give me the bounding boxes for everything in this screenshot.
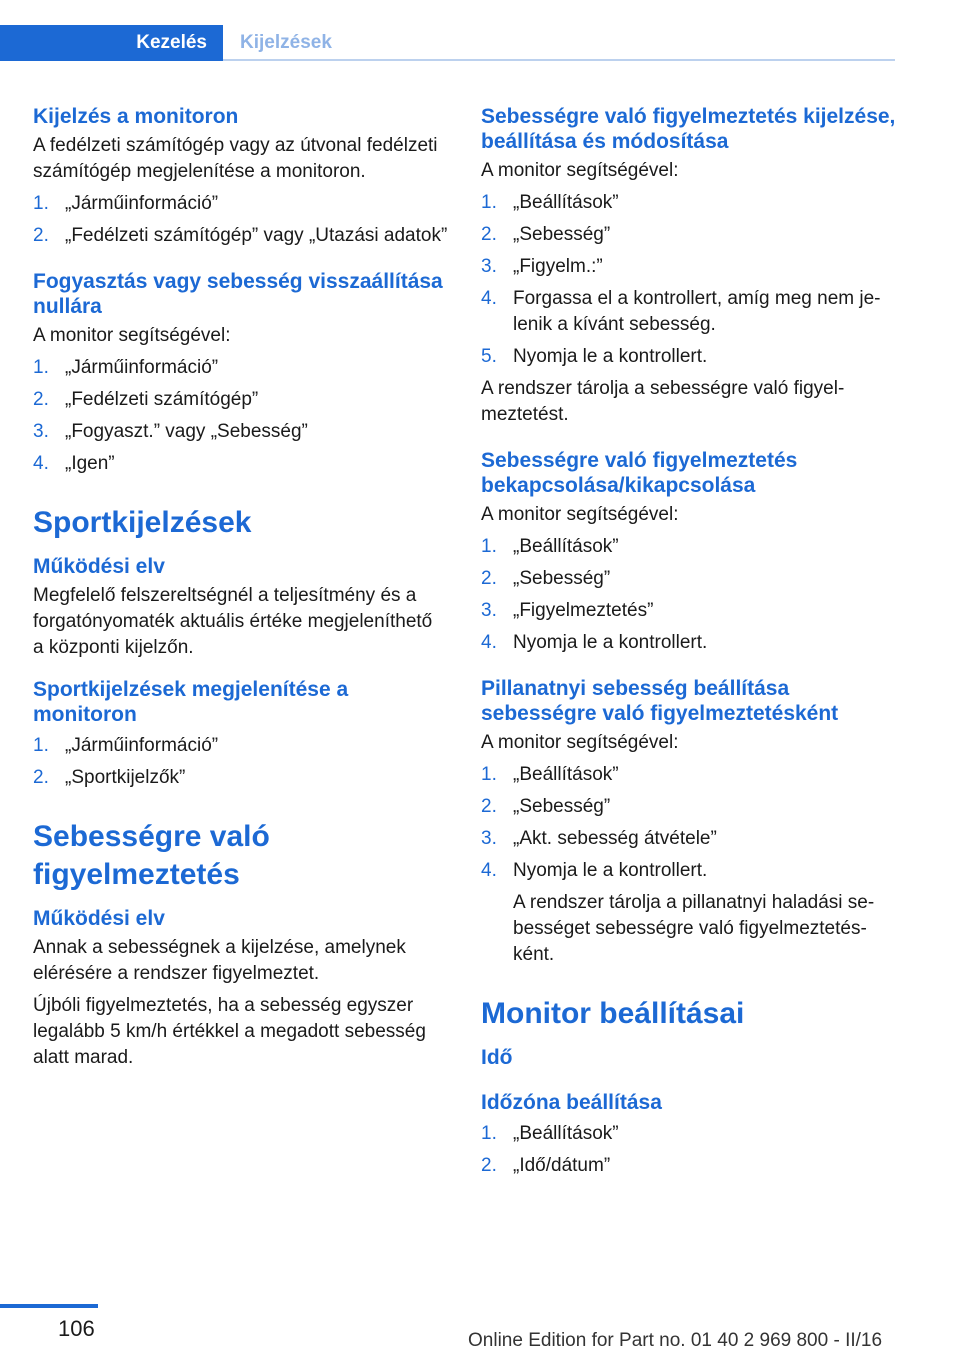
list-number: 2. [33, 389, 49, 410]
list-item [481, 826, 896, 852]
list-item [481, 222, 896, 248]
section-title-speed-set: Sebességre való figyelmeztetés kijelzése, beállítása és módosítása [481, 105, 896, 153]
list-item [481, 1153, 896, 1179]
list-text: „Beállítások” [513, 536, 619, 557]
list-text: „Járműinformáció” [65, 735, 219, 756]
list-text: „Igen” [65, 453, 115, 474]
right-column [481, 104, 896, 1185]
list-number: 4. [481, 632, 497, 653]
footer-accent-line [0, 1304, 98, 1308]
list-text: „Beállítások” [513, 1123, 619, 1144]
list-item [33, 223, 448, 249]
chapter-title-speed-warning: Sebességre való figyelmeztetés [33, 820, 270, 891]
list-number: 3. [481, 600, 497, 621]
list-number: 3. [33, 421, 49, 442]
list-item [481, 630, 896, 656]
section-title-current-speed: Pillanatnyi sebesség beállítása sebességre való figyelmeztetésként [481, 677, 839, 725]
list-text: „Fedélzeti számítógép” [65, 389, 259, 410]
paragraph: A monitor segítségével: [33, 325, 231, 346]
left-column [33, 104, 448, 1077]
list-item [33, 355, 448, 381]
list-item [33, 451, 448, 477]
list-text: „Járműinformáció” [65, 357, 219, 378]
list-item [481, 190, 896, 216]
paragraph: A fedélzeti számítógép vagy az útvonal fedélzeti számítógép megjelenítése a monitoron. [33, 135, 438, 182]
section-title-sport-monitor: Sportkijelzések megjelenítése a monitoron [33, 678, 349, 726]
list-item [33, 733, 448, 759]
numbered-list [481, 1121, 896, 1179]
section-title-fogyasztas: Fogyasztás vagy sebesség visszaállítása nullára [33, 270, 443, 318]
list-number: 1. [481, 764, 497, 785]
list-number: 5. [481, 346, 497, 367]
list-number: 4. [481, 860, 497, 881]
section-title-mukodesi-elv-2: Működési elv [33, 907, 165, 930]
list-text: „Sebesség” [513, 224, 611, 245]
list-item [481, 344, 896, 370]
list-number: 1. [481, 536, 497, 557]
section-title-ido: Idő [481, 1046, 513, 1069]
page-number: 106 [58, 1316, 95, 1341]
paragraph: A rendszer tárolja a sebességre való figyelmeztetést. [481, 378, 845, 425]
paragraph: A monitor segítségével: [481, 160, 679, 181]
list-text: „Akt. sebesség átvétele” [513, 828, 717, 849]
section-title-mukodesi-elv: Működési elv [33, 555, 165, 578]
list-number: 2. [33, 767, 49, 788]
section-title-kijelzes: Kijelzés a monitoron [33, 105, 239, 128]
numbered-list [33, 733, 448, 791]
list-item [481, 794, 896, 820]
numbered-list [481, 534, 896, 656]
chapter-title-sport: Sportkijelzések [33, 506, 252, 539]
list-text: „Fedélzeti számítógép” vagy „Utazási adatok” [65, 225, 448, 246]
list-text: Nyomja le a kontrollert. [513, 632, 708, 653]
list-text: „Figyelmeztetés” [513, 600, 654, 621]
list-number: 2. [33, 225, 49, 246]
list-text: „Fogyaszt.” vagy „Sebesség” [65, 421, 308, 442]
list-number: 2. [481, 224, 497, 245]
paragraph: Megfelelő felszereltségnél a teljesítmény és a forgatónyomaték aktuális értéke megjeleníthető a központi kijelzőn. [33, 585, 433, 658]
list-number: 2. [481, 568, 497, 589]
list-item [33, 419, 448, 445]
list-text: „Járműinformáció” [65, 193, 219, 214]
list-text: „Sebesség” [513, 568, 611, 589]
numbered-list [33, 355, 448, 477]
paragraph: A monitor segítségével: [481, 504, 679, 525]
tab-kijelzesek[interactable]: Kijelzések [240, 32, 332, 53]
header-tabs [0, 25, 895, 61]
chapter-title-monitor: Monitor beállításai [481, 997, 745, 1030]
list-text: „Beállítások” [513, 764, 619, 785]
list-item [33, 387, 448, 413]
list-item-note: A rendszer tárolja a pillanatnyi haladási sebességet sebességre való figyelmeztetésként. [513, 892, 875, 965]
list-number: 4. [481, 288, 497, 309]
list-item [33, 191, 448, 217]
edition-text: Online Edition for Part no. 01 40 2 969 800 - II/16 [468, 1330, 883, 1351]
list-text: Nyomja le a kontrollert. [513, 860, 708, 881]
list-number: 1. [33, 735, 49, 756]
list-text: „Figyelm.:” [513, 256, 603, 277]
list-text: Forgassa el a kontrollert, amíg meg nem jelenik a kívánt sebesség. [513, 288, 881, 335]
paragraph: A monitor segítségével: [481, 732, 679, 753]
section-title-speed-toggle: Sebességre való figyelmeztetés bekapcsolása/kikapcsolása [481, 449, 798, 497]
list-item [33, 765, 448, 791]
list-item [481, 1121, 896, 1147]
list-item [481, 534, 896, 560]
list-text: „Sportkijelzők” [65, 767, 186, 788]
list-item [481, 254, 896, 280]
list-item [481, 566, 896, 592]
list-item [481, 762, 896, 788]
list-text: „Sebesség” [513, 796, 611, 817]
list-number: 3. [481, 256, 497, 277]
section-title-idozona: Időzóna beállítása [481, 1091, 662, 1114]
list-number: 2. [481, 796, 497, 817]
list-number: 1. [33, 193, 49, 214]
paragraph: Újbóli figyelmeztetés, ha a sebesség egyszer legalább 5 km/h értékkel a megadott sebesség alatt marad. [33, 995, 426, 1068]
numbered-list [481, 762, 896, 884]
list-number: 2. [481, 1155, 497, 1176]
list-number: 1. [481, 1123, 497, 1144]
tab-underline [223, 59, 895, 61]
list-text: Nyomja le a kontrollert. [513, 346, 708, 367]
list-item [481, 286, 896, 338]
list-number: 1. [481, 192, 497, 213]
list-number: 4. [33, 453, 49, 474]
list-text: „Beállítások” [513, 192, 619, 213]
list-item [481, 858, 896, 884]
tab-kezeles[interactable]: Kezelés [0, 25, 223, 61]
numbered-list [33, 191, 448, 249]
paragraph: Annak a sebességnek a kijelzése, amelynek elérésére a rendszer figyelmeztet. [33, 937, 406, 984]
list-number: 1. [33, 357, 49, 378]
list-text: „Idő/dátum” [513, 1155, 611, 1176]
list-item [481, 598, 896, 624]
list-number: 3. [481, 828, 497, 849]
numbered-list [481, 190, 896, 370]
